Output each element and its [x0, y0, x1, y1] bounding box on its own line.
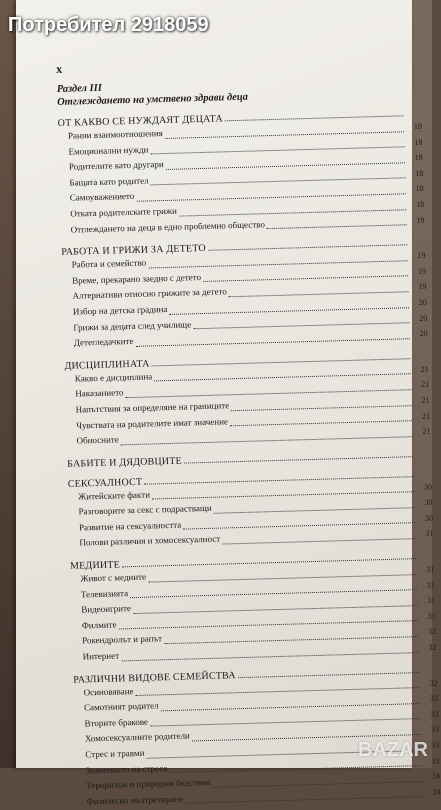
- item-title: Чувствата на родителите имат значение: [76, 414, 228, 434]
- item-title: Значението на стреса: [86, 761, 168, 779]
- item-title: Рокендролът и рапът: [82, 632, 162, 650]
- item-title: Развитие на сексуалността: [79, 518, 182, 536]
- item-title: Полови различия и хомосексуалност: [79, 532, 220, 552]
- leader-dots: [136, 338, 410, 347]
- item-title: Какво е дисциплина: [75, 369, 153, 387]
- item-title: Живот с медиите: [80, 570, 146, 587]
- item-page: 30: [416, 495, 432, 511]
- item-page: 31: [419, 608, 435, 624]
- item-page: 20: [411, 310, 427, 326]
- item-title: Отглеждането на деца в едно проблемно общество: [70, 217, 265, 238]
- chapter-title: ДИСЦИПЛИНАТА: [64, 358, 149, 371]
- leader-dots: [121, 652, 418, 661]
- book-page: [16, 0, 412, 768]
- item-page: 18: [407, 181, 423, 197]
- item-title: Ранни взаимоотношения: [68, 126, 163, 144]
- item-title: Филмите: [82, 617, 117, 634]
- item-page: 31: [419, 577, 435, 593]
- item-page: 18: [407, 166, 423, 182]
- item-title: Работа и семейство: [71, 256, 146, 274]
- item-title: Телевизията: [81, 586, 129, 603]
- item-title: Физическо малтретиране: [86, 792, 183, 810]
- page-number: x: [56, 52, 420, 77]
- item-title: Родителите като другари: [69, 157, 164, 175]
- chapter-title: СЕКСУАЛНОСТ: [68, 476, 143, 489]
- table-of-contents: [56, 52, 441, 810]
- section-label: Раздел III: [57, 73, 421, 96]
- item-page: 21: [413, 377, 429, 393]
- item-page: 31: [417, 526, 433, 542]
- item-page: 21: [413, 393, 429, 409]
- chapter-title: РАБОТА И ГРИЖИ ЗА ДЕТЕТО: [61, 243, 206, 258]
- item-page: 30: [417, 511, 433, 527]
- item-title: Осиновяване: [83, 684, 133, 701]
- toc-chapter: [67, 448, 431, 469]
- item-page: 33: [422, 706, 438, 722]
- item-page: 30: [416, 479, 432, 495]
- chapter-title: БАБИТЕ И ДЯДОВЦИТЕ: [67, 455, 182, 469]
- item-title: Самоуважението: [70, 189, 135, 206]
- item-title: Отката родителските грижи: [70, 204, 177, 223]
- item-title: Обносните: [76, 432, 119, 449]
- item-title: Вторите бракове: [84, 715, 148, 732]
- item-page: 33: [422, 691, 438, 707]
- item-title: Интернет: [82, 649, 119, 666]
- item-page: 34: [424, 769, 440, 785]
- item-title: Алтернативи относно грижите за детето: [72, 285, 227, 305]
- item-page: 31: [419, 593, 435, 609]
- chapter-title: МЕДИИТЕ: [70, 559, 120, 571]
- item-title: Видеоигрите: [81, 601, 131, 618]
- leader-dots: [185, 796, 422, 804]
- user-watermark: Потребител 2918059: [8, 14, 209, 37]
- item-page: 19: [410, 264, 426, 280]
- item-title: Грижи за децата след училище: [73, 317, 191, 336]
- item-page: 20: [411, 295, 427, 311]
- item-title: Бащата като родител: [69, 173, 149, 191]
- item-title: Избор на детска градина: [73, 302, 168, 320]
- item-page: 18: [408, 197, 424, 213]
- item-page: 21: [414, 424, 430, 440]
- bazar-logo: BAZAR: [358, 739, 428, 762]
- chapter-title: РАЗЛИЧНИ ВИДОВЕ СЕМЕЙСТВА: [73, 670, 236, 686]
- item-page: 18: [406, 134, 422, 150]
- item-page: 18: [407, 150, 423, 166]
- item-title: Емоционални нужди: [68, 142, 148, 160]
- item-title: Стрес и травми: [85, 746, 145, 763]
- item-page: 32: [420, 624, 436, 640]
- item-page: 32: [420, 640, 436, 656]
- item-title: Детегледачките: [74, 334, 134, 351]
- item-title: Житейските факти: [78, 487, 150, 505]
- item-title: Време, прекарано заедно с детето: [72, 270, 201, 289]
- item-title: Хомосексуалните родители: [85, 729, 190, 748]
- item-page: 18: [406, 119, 422, 135]
- chapter-title: ОТ КАКВО СЕ НУЖДАЯТ ДЕЦАТА: [58, 113, 223, 129]
- item-title: Разговорите за секс с подрастващи: [78, 501, 212, 520]
- leader-dots: [184, 456, 413, 463]
- item-title: Тероризъм и природни бедствия: [86, 775, 210, 794]
- item-page: 21: [413, 361, 429, 377]
- item-page: 19: [408, 212, 424, 228]
- item-title: Самотният родител: [84, 699, 159, 717]
- item-page: 31: [418, 562, 434, 578]
- item-page: 19: [410, 279, 426, 295]
- item-page: 20: [412, 326, 428, 342]
- item-page: 32: [421, 675, 437, 691]
- item-page: 33: [423, 722, 439, 738]
- section-subtitle: Отглеждането на умствено здрави деца: [57, 86, 421, 109]
- item-title: Напътствия за определяне на границите: [76, 398, 230, 418]
- leader-dots: [267, 224, 407, 229]
- item-page: 21: [414, 408, 430, 424]
- item-page: 19: [409, 248, 425, 264]
- item-page: 34: [424, 784, 440, 800]
- item-title: Наказанието: [75, 386, 124, 403]
- item-page: 33: [423, 753, 439, 769]
- item-page: 33: [423, 738, 439, 754]
- leader-dots: [222, 538, 415, 544]
- leader-dots: [121, 436, 413, 445]
